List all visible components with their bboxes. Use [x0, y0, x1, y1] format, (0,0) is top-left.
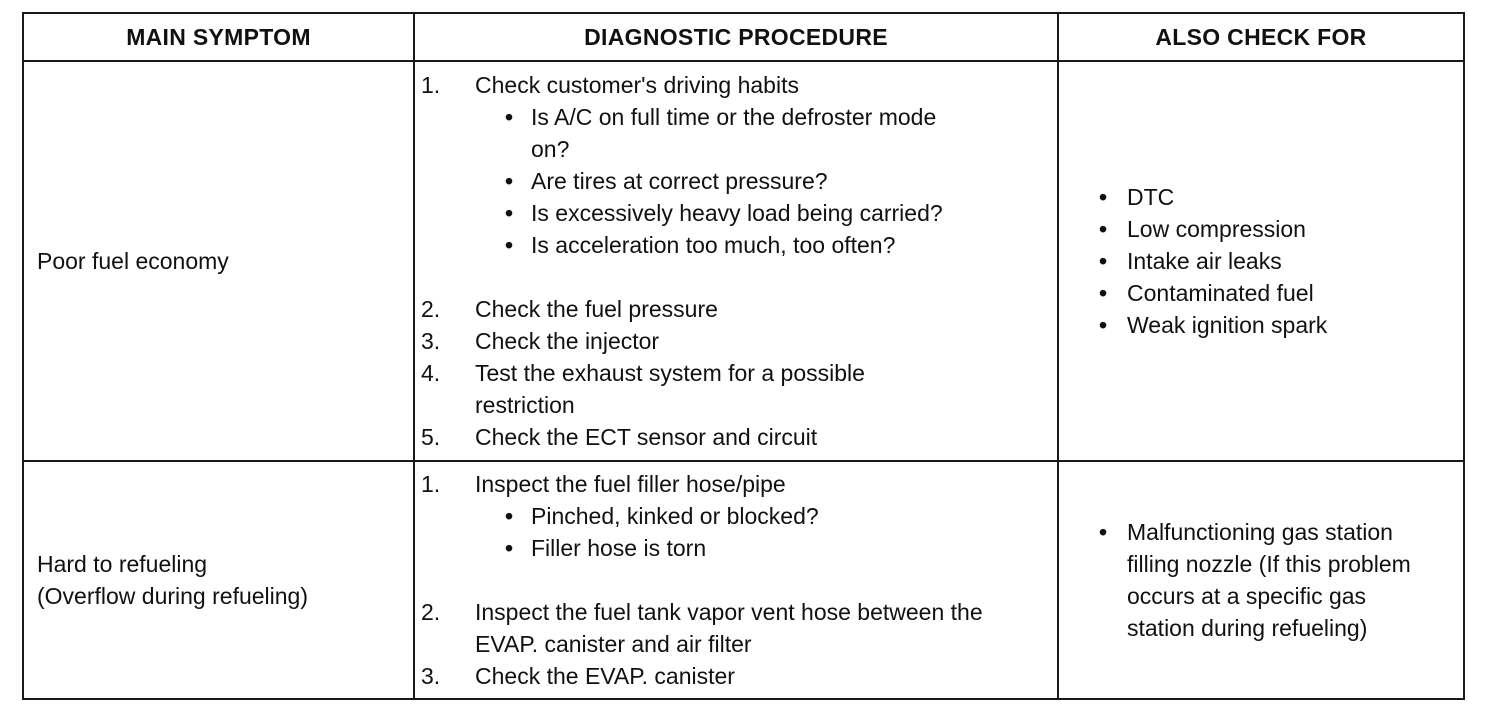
also-check-item — [1099, 277, 1463, 309]
sub-check-text: Filler hose is torn — [531, 535, 707, 561]
also-check-text: Contaminated fuel — [1127, 280, 1314, 306]
step-number: 5. — [421, 424, 441, 450]
header-row — [23, 13, 1464, 61]
symptom-note: (Overflow during refueling) — [37, 583, 309, 609]
step-text: Check the ECT sensor and circuit — [475, 424, 818, 450]
bullet-icon: • — [505, 168, 514, 194]
sub-check-text: Is acceleration too much, too often? — [531, 232, 896, 258]
sub-check-list — [415, 101, 995, 261]
procedure-step — [415, 325, 995, 357]
sub-check-text: Pinched, kinked or blocked? — [531, 503, 819, 529]
also-check-item — [1099, 181, 1463, 213]
bullet-icon: • — [1099, 184, 1108, 210]
step-text: Check the EVAP. canister — [475, 663, 735, 689]
also-check-item — [1099, 213, 1463, 245]
step-number: 1. — [421, 72, 441, 98]
sub-check-item — [505, 197, 995, 229]
step-number: 3. — [421, 328, 441, 354]
symptom-cell — [23, 61, 414, 461]
bullet-icon: • — [505, 503, 514, 529]
procedure-step — [415, 468, 1030, 500]
procedure-step — [415, 421, 995, 453]
bullet-icon: • — [505, 104, 514, 130]
procedure-step — [415, 357, 915, 421]
procedure-cell — [414, 461, 1058, 699]
bullet-icon: • — [505, 535, 514, 561]
also-check-cell — [1058, 461, 1464, 699]
symptom-text: Poor fuel economy — [37, 248, 229, 274]
also-check-text: Malfunctioning gas station filling nozzle (If this problem occurs at a specific gas station during refueling) — [1127, 519, 1411, 641]
bullet-icon: • — [1099, 312, 1108, 338]
step-number: 2. — [421, 599, 441, 625]
also-check-item — [1099, 309, 1463, 341]
bullet-icon: • — [1099, 519, 1108, 545]
bullet-icon: • — [1099, 216, 1108, 242]
procedure-step — [415, 660, 1030, 692]
also-check-text: Weak ignition spark — [1127, 312, 1328, 338]
diagnostic-table — [22, 12, 1465, 700]
bullet-icon: • — [1099, 248, 1108, 274]
symptom-text: Hard to refueling — [37, 551, 208, 577]
also-check-text: Intake air leaks — [1127, 248, 1282, 274]
sub-check-text: Is A/C on full time or the defroster mode on? — [531, 104, 937, 162]
procedure-step — [415, 69, 995, 101]
step-text: Inspect the fuel tank vapor vent hose between the EVAP. canister and air filter — [475, 599, 983, 657]
also-check-item — [1099, 516, 1417, 644]
also-check-cell — [1058, 61, 1464, 461]
also-check-text: DTC — [1127, 184, 1175, 210]
header-diagnostic-procedure: DIAGNOSTIC PROCEDURE — [414, 13, 1058, 61]
step-number: 4. — [421, 360, 441, 386]
table-row-hard-to-refueling — [23, 461, 1464, 699]
procedure-step — [415, 596, 1030, 660]
step-number: 2. — [421, 296, 441, 322]
step-text: Inspect the fuel filler hose/pipe — [475, 471, 786, 497]
header-main-symptom: MAIN SYMPTOM — [23, 13, 414, 61]
step-text: Check the injector — [475, 328, 660, 354]
sub-check-item — [505, 101, 961, 165]
sub-check-text: Are tires at correct pressure? — [531, 168, 828, 194]
step-number: 1. — [421, 471, 441, 497]
step-text: Test the exhaust system for a possible restriction — [475, 360, 865, 418]
procedure-step — [415, 293, 995, 325]
sub-check-item — [505, 500, 1030, 532]
sub-check-item — [505, 532, 1030, 564]
sub-check-item — [505, 165, 995, 197]
step-text: Check customer's driving habits — [475, 72, 799, 98]
sub-check-text: Is excessively heavy load being carried? — [531, 200, 943, 226]
procedure-cell — [414, 61, 1058, 461]
bullet-icon: • — [505, 200, 514, 226]
sub-check-item — [505, 229, 995, 261]
also-check-text: Low compression — [1127, 216, 1306, 242]
table-row-poor-fuel-economy — [23, 61, 1464, 461]
sub-check-list — [415, 500, 1030, 564]
bullet-icon: • — [1099, 280, 1108, 306]
bullet-icon: • — [505, 232, 514, 258]
header-also-check-for: ALSO CHECK FOR — [1058, 13, 1464, 61]
symptom-cell — [23, 461, 414, 699]
also-check-item — [1099, 245, 1463, 277]
step-number: 3. — [421, 663, 441, 689]
step-text: Check the fuel pressure — [475, 296, 718, 322]
